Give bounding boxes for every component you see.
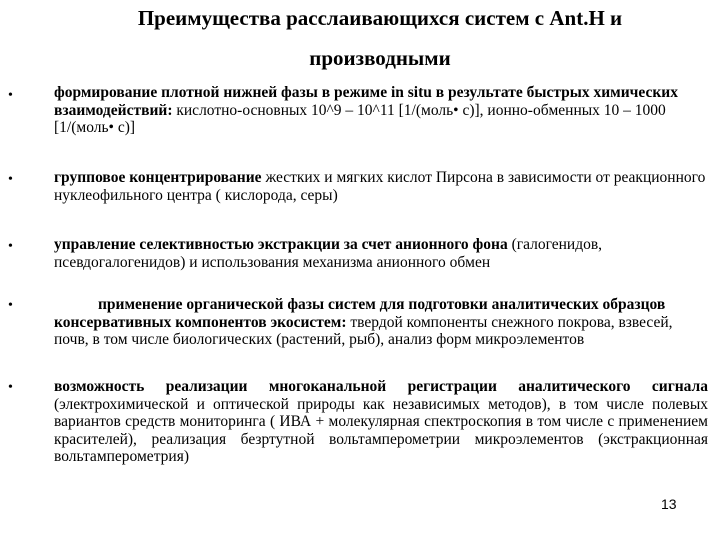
page-number: 13 [661, 496, 677, 512]
slide-title-line-2: производными [309, 46, 451, 70]
bullet-item-1 [54, 84, 708, 137]
bullet-item-3 [54, 236, 708, 271]
bullet-item-5-bold: возможность реализации многоканальной регистрации аналитического сигнала [54, 378, 708, 395]
bullet-marker: • [8, 88, 13, 103]
bullet-item-5-text: (электрохимической и оптической природы как независимых методов), в том числе полевых вариантов средств мониторинга ( ИВА + молекулярная спектроскопия в том числе с применением красителей), реализация безртутной вольтамперометрии микроэлементов (экстракционная вольтамперометрия) [54, 395, 708, 465]
bullet-item-5 [54, 378, 708, 466]
bullet-item-2-text: жестких и мягких кислот Пирсона в зависимости от реакционного нуклеофильного центра ( кислорода, серы) [54, 169, 706, 204]
bullet-item-2 [54, 169, 708, 204]
bullet-item-1-text: кислотно-основных 10^9 – 10^11 [1/(моль• с)], ионно-обменных 10 – 1000 [1/(моль• с)] [54, 101, 666, 136]
bullet-marker: • [8, 380, 13, 395]
bullet-marker: • [8, 172, 13, 187]
bullet-item-1-bold: формирование плотной нижней фазы в режиме in situ в результате быстрых химических взаимодействий: [54, 84, 678, 119]
bullet-marker: • [8, 298, 13, 313]
bullet-item-3-bold: управление селективностью экстракции за счет анионного фона [54, 236, 508, 253]
slide-title-line-1: Преимущества расслаивающихся систем с Ant.H и [137, 6, 623, 30]
bullet-item-4 [54, 296, 708, 349]
bullet-marker: • [8, 239, 13, 254]
bullet-item-4-text: твердой компоненты снежного покрова, взвесей, почв, в том числе биологических (растений, рыб), анализ форм микроэлементов [54, 313, 673, 348]
bullet-item-3-text: (галогенидов, псевдогалогенидов) и использования механизма анионного обмен [54, 236, 603, 271]
bullet-item-2-bold: групповое концентрирование [54, 169, 262, 186]
bullet-item-4-bold: применение органической фазы систем для подготовки аналитических образцов консервативных компонентов экосистем: [54, 296, 666, 331]
